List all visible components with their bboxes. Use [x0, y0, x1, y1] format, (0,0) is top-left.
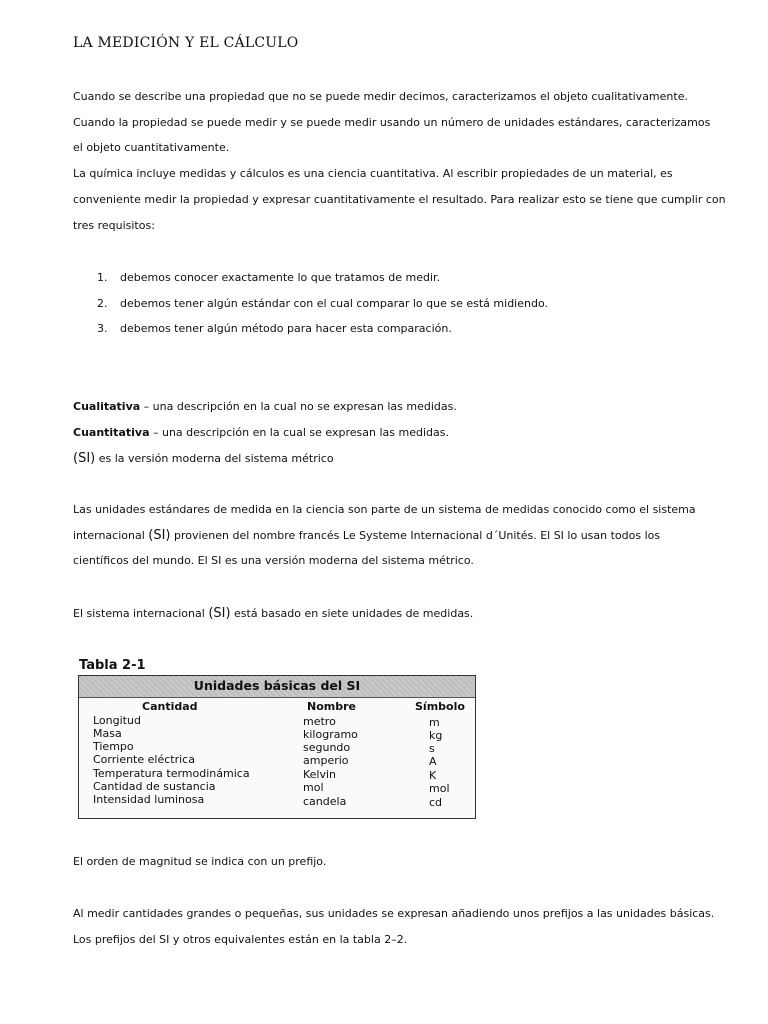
cell-cantidad: Masa — [93, 727, 122, 740]
list-item-text: debemos conocer exactamente lo que tratamos de medir. — [120, 271, 441, 284]
cell-simbolo: K — [429, 769, 437, 782]
prefix-line: Al medir cantidades grandes o pequeñas, sus unidades se expresan añadiendo unos prefijos a las unidades básicas. — [73, 907, 715, 920]
intro-line: tres requisitos: — [73, 219, 155, 232]
cell-cantidad: Longitud — [93, 714, 141, 727]
cell-nombre: amperio — [303, 754, 349, 767]
intro-line: el objeto cuantitativamente. — [73, 141, 230, 154]
table-header-band — [79, 676, 475, 698]
definition-text: – una descripción en la cual se expresan las medidas. — [149, 426, 449, 439]
list-item-number: 3. — [97, 322, 108, 335]
intro-line: Cuando se describe una propiedad que no se puede medir decimos, caracterizamos el objeto cualitativamente. — [73, 90, 688, 103]
cell-cantidad: Cantidad de sustancia — [93, 780, 216, 793]
text-span: El sistema internacional — [73, 607, 209, 620]
cell-simbolo: A — [429, 755, 437, 768]
list-item-number: 2. — [97, 297, 108, 310]
si-abbreviation: (SI) — [208, 606, 231, 621]
cell-simbolo: mol — [429, 782, 450, 795]
table-header-title: Unidades básicas del SI — [193, 678, 361, 693]
column-header-simbolo: Símbolo — [415, 700, 465, 713]
si-units-table — [78, 675, 476, 819]
cell-nombre: Kelvin — [303, 768, 337, 781]
cell-simbolo: kg — [429, 729, 443, 742]
cell-cantidad: Tiempo — [93, 740, 134, 753]
si-paragraph-line: científicos del mundo. El SI es una versión moderna del sistema métrico. — [73, 554, 474, 567]
column-header-nombre: Nombre — [307, 700, 356, 713]
cell-cantidad: Corriente eléctrica — [93, 753, 195, 766]
list-item-text: debemos tener algún estándar con el cual comparar lo que se está midiendo. — [120, 297, 548, 310]
cell-nombre: segundo — [303, 741, 351, 754]
definition-text: – una descripción en la cual no se expresan las medidas. — [140, 400, 457, 413]
si-abbreviation: (SI) — [73, 451, 96, 466]
cell-simbolo: s — [429, 742, 435, 755]
cell-nombre: kilogramo — [303, 728, 358, 741]
text-span: está basado en siete unidades de medidas. — [230, 607, 474, 620]
cell-nombre: mol — [303, 781, 324, 794]
seven-units-line — [73, 606, 473, 621]
list-item-number: 1. — [97, 271, 108, 284]
cell-nombre: metro — [303, 715, 336, 728]
cell-cantidad: Intensidad luminosa — [93, 793, 205, 806]
definition-cualitativa — [73, 400, 457, 413]
definition-si — [73, 451, 334, 466]
text-span: internacional — [73, 529, 149, 542]
term-cuantitativa: Cuantitativa — [73, 426, 150, 439]
si-paragraph-line — [73, 528, 660, 543]
si-paragraph-line: Las unidades estándares de medida en la ciencia son parte de un sistema de medidas conocido como el sistema — [73, 503, 696, 516]
cell-simbolo: cd — [429, 796, 443, 809]
page-title: LA MEDICIÓN Y EL CÁLCULO — [73, 35, 299, 51]
si-abbreviation: (SI) — [148, 528, 171, 543]
list-item-text: debemos tener algún método para hacer esta comparación. — [120, 322, 452, 335]
term-cualitativa: Cualitativa — [73, 400, 141, 413]
intro-line: conveniente medir la propiedad y expresar cuantitativamente el resultado. Para realizar esto se tiene que cumplir con — [73, 193, 726, 206]
cell-simbolo: m — [429, 716, 440, 729]
table-caption: Tabla 2-1 — [79, 658, 146, 673]
cell-cantidad: Temperatura termodinámica — [93, 767, 250, 780]
column-header-cantidad: Cantidad — [142, 700, 198, 713]
magnitude-line: El orden de magnitud se indica con un prefijo. — [73, 855, 327, 868]
definition-cuantitativa — [73, 426, 449, 439]
cell-nombre: candela — [303, 795, 347, 808]
definition-text: es la versión moderna del sistema métrico — [95, 452, 334, 465]
prefix-line: Los prefijos del SI y otros equivalentes están en la tabla 2–2. — [73, 933, 408, 946]
intro-line: La química incluye medidas y cálculos es una ciencia cuantitativa. Al escribir propiedades de un material, es — [73, 167, 673, 180]
intro-line: Cuando la propiedad se puede medir y se puede medir usando un número de unidades estándares, caracterizamos — [73, 116, 711, 129]
text-span: provienen del nombre francés Le Systeme Internacional d´Unités. El SI lo usan todos los — [170, 529, 661, 542]
